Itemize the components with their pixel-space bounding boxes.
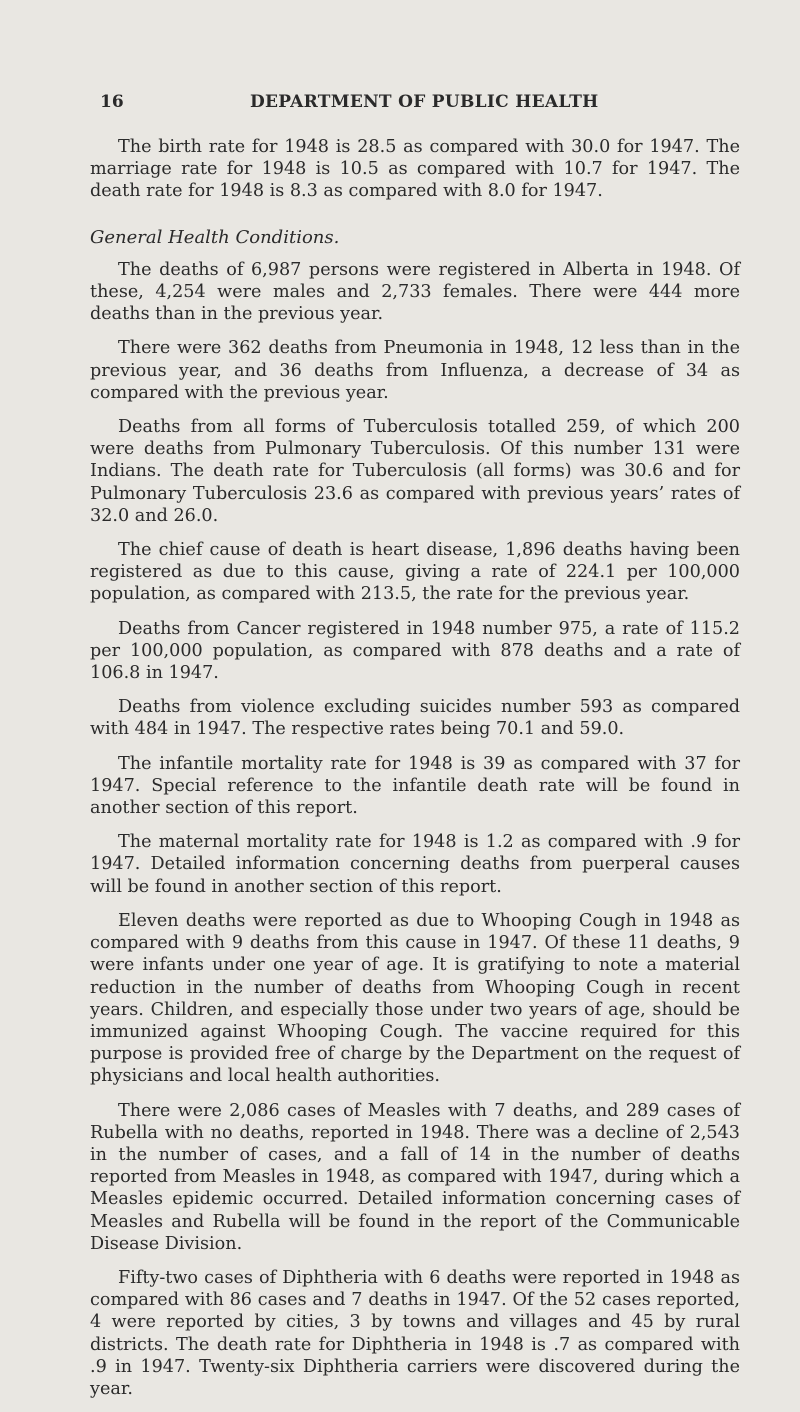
paragraph-diphtheria: Fifty-two cases of Diphtheria with 6 deaths were reported in 1948 as compared with 86 cases and 7 deaths in 1947. Of the 52 cases reported, 4 were reported by cities, 3 by towns and villages and 45 by rural districts. The death rate for Diphtheria in 1948 is .7 as compared with .9 in 1947. Twenty-six Diphtheria carriers were discovered during the year.	[90, 1267, 740, 1399]
paragraph-tuberculosis: Deaths from all forms of Tuberculosis totalled 259, of which 200 were deaths from Pulmonary Tuberculosis. Of this number 131 were Indians. The death rate for Tuberculosis (all forms) was 30.6 and for Pulmonary Tuberculosis 23.6 as compared with previous years’ rates of 32.0 and 26.0.	[90, 417, 740, 526]
paragraph-violence: Deaths from violence excluding suicides number 593 as compared with 484 in 1947. The respective rates being 70.1 and 59.0.	[90, 697, 740, 740]
page-number: 16	[100, 92, 124, 112]
paragraph-measles-rubella: There were 2,086 cases of Measles with 7 deaths, and 289 cases of Rubella with no deaths, reported in 1948. There was a decline of 2,543 in the number of cases, and a fall of 14 in the number of deaths reported from Measles in 1948, as compared with 1947, during which a Measles epidemic occurred. Detailed information concerning cases of Measles and Rubella will be found in the report of the Communicable Disease Division.	[90, 1100, 740, 1254]
paragraph-infantile-mortality: The infantile mortality rate for 1948 is 39 as compared with 37 for 1947. Special reference to the infantile death rate will be found in another section of this report.	[90, 753, 740, 819]
section-heading: General Health Conditions.	[90, 226, 340, 248]
page-header	[100, 92, 740, 118]
paragraph-vital-rates: The birth rate for 1948 is 28.5 as compared with 30.0 for 1947. The marriage rate for 1948 is 10.5 as compared with 10.7 for 1947. The death rate for 1948 is 8.3 as compared with 8.0 for 1947.	[90, 137, 740, 202]
paragraph-whooping-cough: Eleven deaths were reported as due to Whooping Cough in 1948 as compared with 9 deaths from this cause in 1947. Of these 11 deaths, 9 were infants under one year of age. It is gratifying to note a material reduction in the number of deaths from Whooping Cough in recent years. Children, and especially those under two years of age, should be immunized against Whooping Cough. The vaccine required for this purpose is provided free of charge by the Department on the request of physicians and local health authorities.	[90, 910, 740, 1087]
paragraph-pneumonia-influenza: There were 362 deaths from Pneumonia in 1948, 12 less than in the previous year, and 36 deaths from Influenza, a decrease of 34 as compared with the previous year.	[90, 338, 740, 403]
paragraph-heart-disease: The chief cause of death is heart disease, 1,896 deaths having been registered as due to this cause, giving a rate of 224.1 per 100,000 population, as compared with 213.5, the rate for the previous year.	[90, 540, 740, 605]
paragraph-cancer: Deaths from Cancer registered in 1948 number 975, a rate of 115.2 per 100,000 population, as compared with 878 deaths and a rate of 106.8 in 1947.	[90, 618, 740, 684]
paragraph-maternal-mortality: The maternal mortality rate for 1948 is 1.2 as compared with .9 for 1947. Detailed information concerning deaths from puerperal causes will be found in another section of this report.	[90, 832, 740, 897]
running-title: DEPARTMENT OF PUBLIC HEALTH	[250, 92, 599, 112]
document-body	[90, 136, 740, 1412]
paragraph-deaths-registered: The deaths of 6,987 persons were registered in Alberta in 1948. Of these, 4,254 were males and 2,733 females. There were 444 more deaths than in the previous year.	[90, 259, 740, 325]
